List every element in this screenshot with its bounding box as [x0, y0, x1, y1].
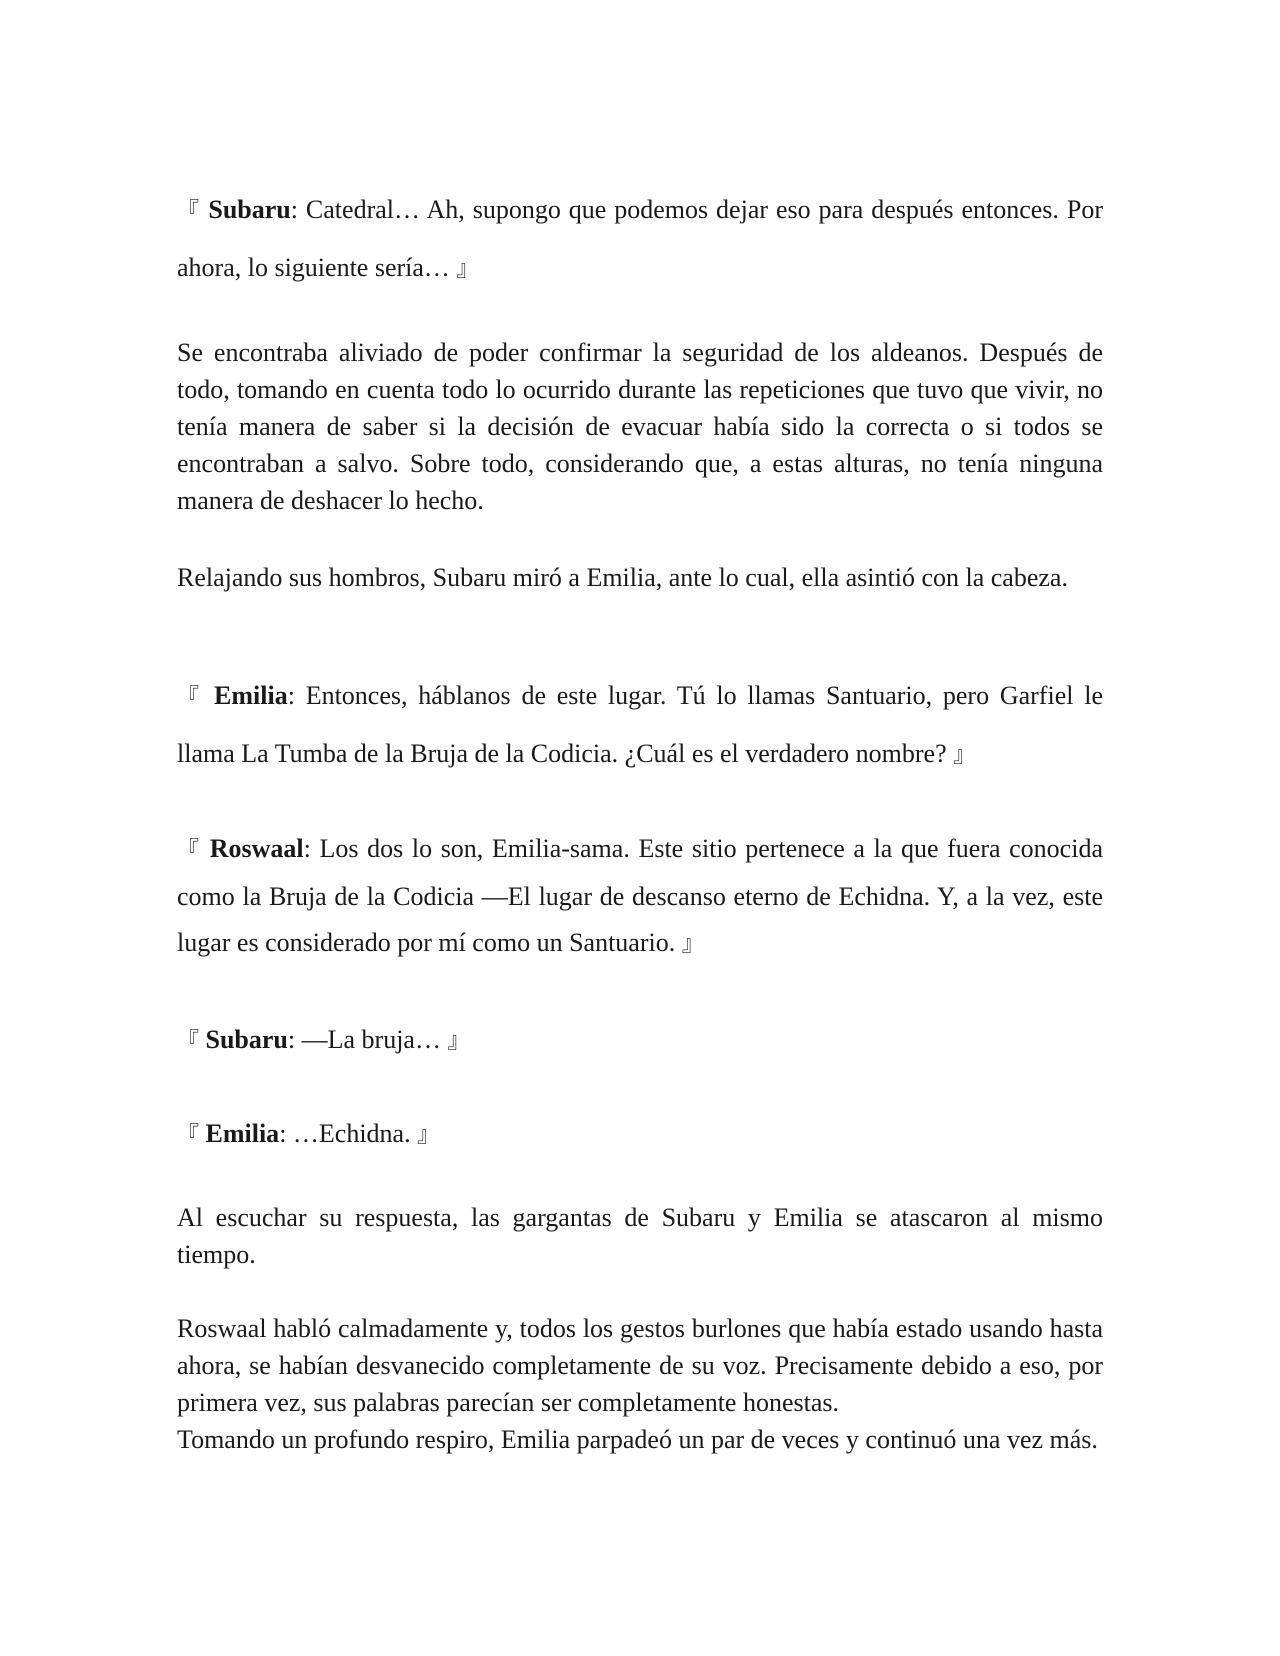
close-bracket: 』	[456, 257, 479, 282]
close-bracket: 』	[681, 932, 704, 957]
dialogue-subaru-1	[177, 182, 1103, 298]
dialogue-text: : —La bruja…	[287, 1025, 448, 1054]
close-bracket: 』	[447, 1029, 470, 1054]
dialogue-text: : …Echidna.	[279, 1119, 418, 1148]
speaker-name: Subaru	[205, 1025, 288, 1054]
open-bracket: 『	[177, 1029, 200, 1054]
dialogue-subaru-2	[177, 1012, 1103, 1070]
paragraph-shoulders: Relajando sus hombros, Subaru miró a Emilia, ante lo cual, ella asintió con la cabeza.	[177, 563, 1068, 592]
dialogue-text: : Los dos lo son, Emilia-sama. Este sitio pertenece a la que fuera conocida como la Bruja de la Codicia —El lugar de descanso eterno de Echidna. Y, a la vez, este lugar es considerado por mí como un Santuario.	[177, 834, 1103, 957]
close-bracket: 』	[953, 743, 976, 768]
speaker-name: Subaru	[208, 195, 291, 224]
dialogue-text: : Entonces, háblanos de este lugar. Tú lo llamas Santuario, pero Garfiel le llama La Tumba de la Bruja de la Codicia. ¿Cuál es el verdadero nombre?	[177, 681, 1103, 768]
speaker-name: Emilia	[205, 1119, 280, 1148]
speaker-name: Roswaal	[209, 834, 304, 863]
dialogue-emilia-1	[177, 668, 1103, 784]
open-bracket: 『	[177, 199, 201, 224]
paragraph-relief: Se encontraba aliviado de poder confirmar la seguridad de los aldeanos. Después de todo, tomando en cuenta todo lo ocurrido durante las repeticiones que tuvo que vivir, no tenía manera de saber si la decisión de evacuar había sido la correcta o si todos se encontraban a salvo. Sobre todo, considerando que, a estas alturas, no tenía ninguna manera de deshacer lo hecho.	[177, 338, 1103, 515]
speaker-name: Emilia	[214, 681, 288, 710]
document-page	[177, 0, 1103, 1656]
dialogue-roswaal	[177, 826, 1103, 968]
dialogue-emilia-2	[177, 1106, 1103, 1164]
open-bracket: 『	[177, 1123, 200, 1148]
paragraph-throats: Al escuchar su respuesta, las gargantas de Subaru y Emilia se atascaron al mismo tiempo.	[177, 1203, 1103, 1269]
open-bracket: 『	[177, 838, 202, 863]
close-bracket: 』	[417, 1123, 440, 1148]
paragraph-deep-breath: Tomando un profundo respiro, Emilia parpadeó un par de veces y continuó una vez más.	[177, 1425, 1098, 1454]
open-bracket: 『	[177, 685, 204, 710]
paragraph-roswaal-calm: Roswaal habló calmadamente y, todos los gestos burlones que había estado usando hasta ahora, se habían desvanecido completamente de su voz. Precisamente debido a eso, por primera vez, sus palabras parecían ser completamente honestas.	[177, 1314, 1103, 1417]
dialogue-text: : Catedral… Ah, supongo que podemos dejar eso para después entonces. Por ahora, lo siguiente sería…	[177, 195, 1103, 282]
